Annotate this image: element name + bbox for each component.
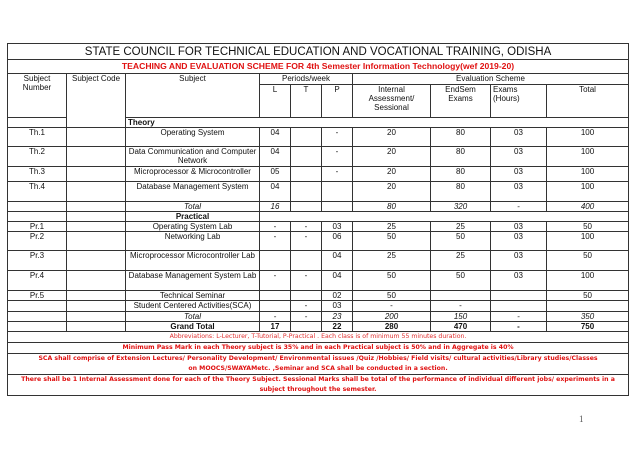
blank-cell bbox=[8, 322, 67, 332]
endsem-marks: 25 bbox=[431, 251, 491, 271]
exam-hours: 03 bbox=[491, 128, 547, 147]
practical-periods: 04 bbox=[322, 271, 353, 291]
internal-marks: 20 bbox=[353, 128, 431, 147]
endsem-marks: 50 bbox=[431, 232, 491, 251]
practical-periods: 03 bbox=[322, 222, 353, 232]
tutorial-periods: - bbox=[291, 232, 322, 251]
tutorial-periods: - bbox=[291, 222, 322, 232]
practical-periods: - bbox=[322, 128, 353, 147]
internal-marks: 20 bbox=[353, 147, 431, 167]
blank-cell bbox=[8, 212, 67, 222]
exam-hours: 03 bbox=[491, 232, 547, 251]
subject-name: Database Management System bbox=[126, 182, 260, 202]
internal-marks: 280 bbox=[353, 322, 431, 332]
endsem-marks: 25 bbox=[431, 222, 491, 232]
subject-name: Operating System Lab bbox=[126, 222, 260, 232]
internal-marks: 50 bbox=[353, 271, 431, 291]
practical-periods: - bbox=[322, 167, 353, 182]
endsem-marks: - bbox=[431, 301, 491, 312]
internal-marks: 200 bbox=[353, 312, 431, 322]
blank-cell bbox=[260, 212, 629, 222]
subject-code bbox=[67, 301, 126, 312]
note-internal-assessment: There shall be 1 Internal Assessment done for each of the Theory Subject. Sessional Marks shall be total of the performance of individual different jobs/ experiments in a subject throughout the semester. bbox=[8, 375, 629, 396]
col-header-subject-number: Subject Number bbox=[8, 74, 67, 118]
internal-marks: 50 bbox=[353, 291, 431, 301]
lecture-periods: - bbox=[260, 232, 291, 251]
subject-number: Th.2 bbox=[8, 147, 67, 167]
scheme-document bbox=[7, 43, 628, 396]
col-header-evaluation-scheme: Evaluation Scheme bbox=[353, 74, 629, 85]
tutorial-periods: - bbox=[291, 301, 322, 312]
grand-total-label: Grand Total bbox=[126, 322, 260, 332]
col-header-total: Total bbox=[547, 85, 629, 118]
total-marks: 100 bbox=[547, 232, 629, 251]
endsem-marks: 80 bbox=[431, 182, 491, 202]
table-row bbox=[8, 301, 629, 312]
subject-name: Microprocessor Microcontroller Lab bbox=[126, 251, 260, 271]
exam-hours: 03 bbox=[491, 222, 547, 232]
subject-number: Th.4 bbox=[8, 182, 67, 202]
total-marks: 100 bbox=[547, 147, 629, 167]
internal-marks: 20 bbox=[353, 182, 431, 202]
exam-hours: - bbox=[491, 312, 547, 322]
tutorial-periods bbox=[291, 167, 322, 182]
lecture-periods: - bbox=[260, 312, 291, 322]
lecture-periods bbox=[260, 291, 291, 301]
practical-periods bbox=[322, 202, 353, 212]
subject-name: Networking Lab bbox=[126, 232, 260, 251]
subject-code bbox=[67, 182, 126, 202]
section-practical: Practical bbox=[126, 212, 260, 222]
subject-number: Pr.1 bbox=[8, 222, 67, 232]
subject-name: Student Centered Activities(SCA) bbox=[126, 301, 260, 312]
scheme-table bbox=[7, 43, 629, 396]
subject-number bbox=[8, 301, 67, 312]
theory-total-row bbox=[8, 202, 629, 212]
total-label: Total bbox=[126, 312, 260, 322]
col-header-exam-hours: Exams (Hours) bbox=[491, 85, 547, 118]
tutorial-periods bbox=[291, 202, 322, 212]
table-row bbox=[8, 232, 629, 251]
total-marks bbox=[547, 301, 629, 312]
lecture-periods: 04 bbox=[260, 128, 291, 147]
total-marks: 50 bbox=[547, 222, 629, 232]
table-row bbox=[8, 251, 629, 271]
col-header-l: L bbox=[260, 85, 291, 118]
internal-marks: 20 bbox=[353, 167, 431, 182]
col-header-p: P bbox=[322, 85, 353, 118]
endsem-marks: 50 bbox=[431, 271, 491, 291]
internal-marks: 25 bbox=[353, 251, 431, 271]
subject-code bbox=[67, 251, 126, 271]
subject-code bbox=[67, 167, 126, 182]
grand-total-row bbox=[8, 322, 629, 332]
tutorial-periods bbox=[291, 147, 322, 167]
exam-hours: 03 bbox=[491, 167, 547, 182]
exam-hours: - bbox=[491, 322, 547, 332]
lecture-periods: 04 bbox=[260, 182, 291, 202]
subject-code bbox=[67, 232, 126, 251]
lecture-periods: - bbox=[260, 222, 291, 232]
practical-periods: 06 bbox=[322, 232, 353, 251]
section-theory: Theory bbox=[126, 118, 629, 128]
practical-periods: 23 bbox=[322, 312, 353, 322]
lecture-periods bbox=[260, 301, 291, 312]
subject-name: Data Communication and Computer Network bbox=[126, 147, 260, 167]
subject-name: Microprocessor & Microcontroller bbox=[126, 167, 260, 182]
blank-cell bbox=[67, 202, 126, 212]
col-header-subject: Subject bbox=[126, 74, 260, 118]
table-row bbox=[8, 167, 629, 182]
col-header-t: T bbox=[291, 85, 322, 118]
practical-periods: 04 bbox=[322, 251, 353, 271]
endsem-marks bbox=[431, 291, 491, 301]
table-row bbox=[8, 128, 629, 147]
total-marks: 400 bbox=[547, 202, 629, 212]
practical-periods bbox=[322, 182, 353, 202]
exam-hours bbox=[491, 301, 547, 312]
subject-code bbox=[67, 128, 126, 147]
total-marks: 50 bbox=[547, 291, 629, 301]
internal-marks: - bbox=[353, 301, 431, 312]
endsem-marks: 320 bbox=[431, 202, 491, 212]
practical-periods: 03 bbox=[322, 301, 353, 312]
col-header-subject-code: Subject Code bbox=[67, 74, 126, 128]
tutorial-periods: - bbox=[291, 312, 322, 322]
exam-hours: - bbox=[491, 202, 547, 212]
subject-code bbox=[67, 147, 126, 167]
subject-name: Operating System bbox=[126, 128, 260, 147]
total-marks: 750 bbox=[547, 322, 629, 332]
document-title: STATE COUNCIL FOR TECHNICAL EDUCATION AND VOCATIONAL TRAINING, ODISHA bbox=[8, 44, 629, 60]
table-row bbox=[8, 271, 629, 291]
exam-hours: 03 bbox=[491, 182, 547, 202]
endsem-marks: 80 bbox=[431, 147, 491, 167]
table-row bbox=[8, 222, 629, 232]
subject-code bbox=[67, 271, 126, 291]
endsem-marks: 80 bbox=[431, 128, 491, 147]
endsem-marks: 150 bbox=[431, 312, 491, 322]
note-sca: SCA shall comprise of Extension Lectures/ Personality Development/ Environmental issues /Quiz /Hobbies/ Field visits/ cultural activities/Library studies/Classes on MOOCS/SWAYAMetc. ,Seminar and SCA shall be conducted in a section. bbox=[8, 354, 629, 375]
total-marks: 350 bbox=[547, 312, 629, 322]
total-label: Total bbox=[126, 202, 260, 212]
endsem-marks: 80 bbox=[431, 167, 491, 182]
table-row bbox=[8, 147, 629, 167]
practical-periods: 22 bbox=[322, 322, 353, 332]
tutorial-periods bbox=[291, 128, 322, 147]
blank-cell bbox=[67, 312, 126, 322]
note-abbreviations: Abbreviations: L-Lecturer, T-Tutorial, P-Practical . Each class is of minimum 55 minutes duration. bbox=[8, 332, 629, 343]
total-marks: 50 bbox=[547, 251, 629, 271]
exam-hours: 03 bbox=[491, 251, 547, 271]
page-number: 1 bbox=[579, 414, 584, 424]
lecture-periods: 17 bbox=[260, 322, 291, 332]
blank-cell bbox=[67, 322, 126, 332]
exam-hours: 03 bbox=[491, 147, 547, 167]
note-pass-mark: Minimum Pass Mark in each Theory subject is 35% and in each Practical subject is 50% and in Aggregate is 40% bbox=[8, 343, 629, 354]
tutorial-periods bbox=[291, 182, 322, 202]
subject-name: Technical Seminar bbox=[126, 291, 260, 301]
blank-cell bbox=[8, 202, 67, 212]
subject-number: Pr.4 bbox=[8, 271, 67, 291]
subject-number: Pr.3 bbox=[8, 251, 67, 271]
col-header-internal: Internal Assessment/ Sessional bbox=[353, 85, 431, 118]
endsem-marks: 470 bbox=[431, 322, 491, 332]
blank-cell bbox=[8, 118, 67, 128]
internal-marks: 25 bbox=[353, 222, 431, 232]
total-marks: 100 bbox=[547, 182, 629, 202]
lecture-periods bbox=[260, 251, 291, 271]
tutorial-periods bbox=[291, 322, 322, 332]
subject-number: Pr.2 bbox=[8, 232, 67, 251]
document-subtitle: TEACHING AND EVALUATION SCHEME FOR 4th Semester Information Technology(wef 2019-20) bbox=[8, 60, 629, 74]
tutorial-periods bbox=[291, 251, 322, 271]
table-row bbox=[8, 182, 629, 202]
lecture-periods: - bbox=[260, 271, 291, 291]
subject-code bbox=[67, 291, 126, 301]
subject-number: Th.1 bbox=[8, 128, 67, 147]
practical-total-row bbox=[8, 312, 629, 322]
exam-hours bbox=[491, 291, 547, 301]
total-marks: 100 bbox=[547, 271, 629, 291]
subject-code bbox=[67, 222, 126, 232]
practical-periods: 02 bbox=[322, 291, 353, 301]
blank-cell bbox=[67, 212, 126, 222]
exam-hours: 03 bbox=[491, 271, 547, 291]
tutorial-periods bbox=[291, 291, 322, 301]
subject-name: Database Management System Lab bbox=[126, 271, 260, 291]
internal-marks: 80 bbox=[353, 202, 431, 212]
subject-number: Th.3 bbox=[8, 167, 67, 182]
col-header-periods-week: Periods/week bbox=[260, 74, 353, 85]
lecture-periods: 05 bbox=[260, 167, 291, 182]
table-row bbox=[8, 291, 629, 301]
internal-marks: 50 bbox=[353, 232, 431, 251]
blank-cell bbox=[8, 312, 67, 322]
practical-periods: - bbox=[322, 147, 353, 167]
tutorial-periods: - bbox=[291, 271, 322, 291]
lecture-periods: 16 bbox=[260, 202, 291, 212]
total-marks: 100 bbox=[547, 128, 629, 147]
total-marks: 100 bbox=[547, 167, 629, 182]
col-header-endsem: EndSem Exams bbox=[431, 85, 491, 118]
lecture-periods: 04 bbox=[260, 147, 291, 167]
subject-number: Pr.5 bbox=[8, 291, 67, 301]
